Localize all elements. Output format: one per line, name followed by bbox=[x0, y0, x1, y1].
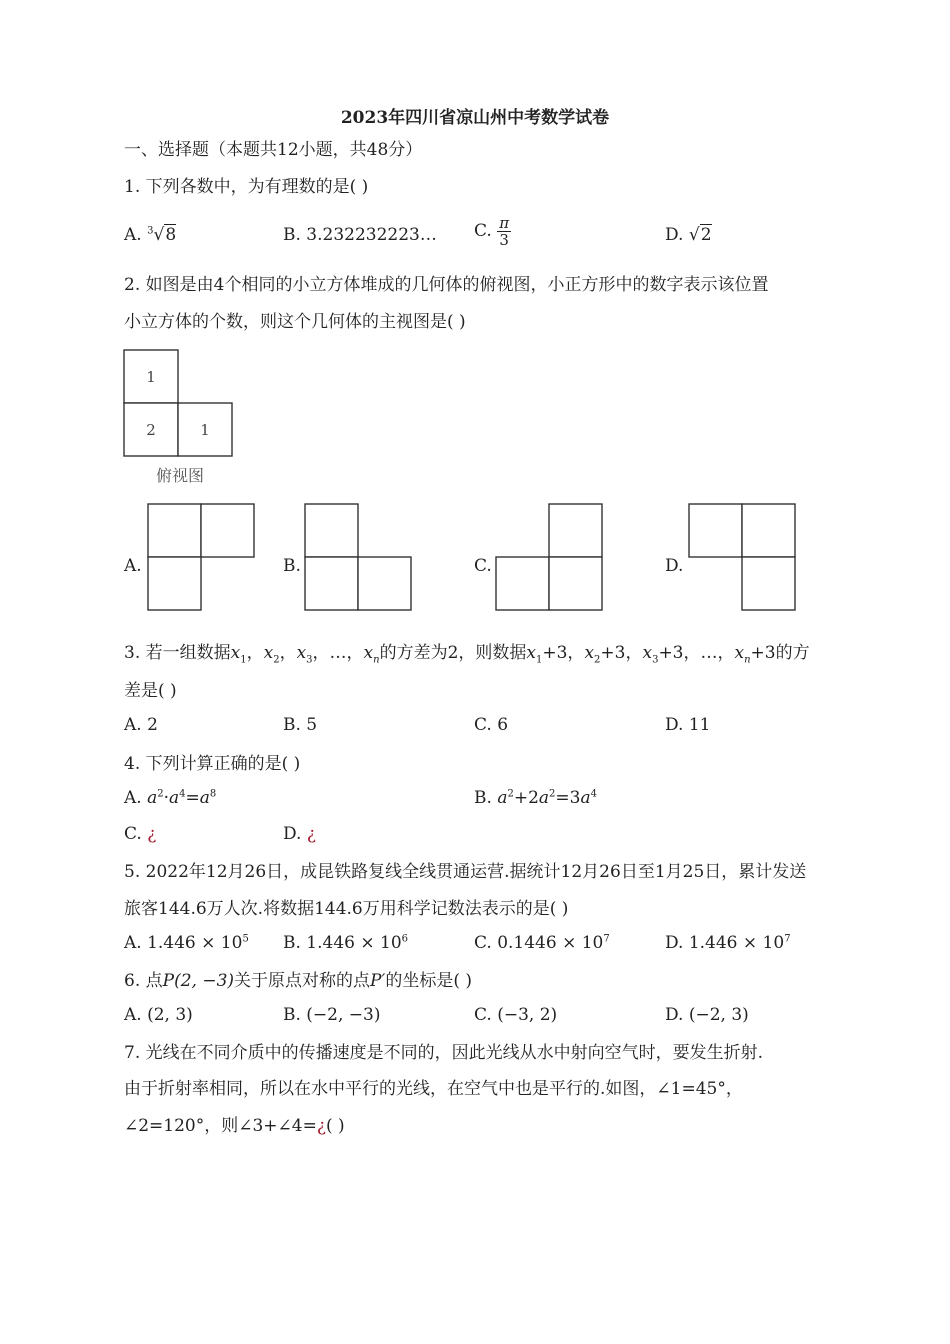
denominator: 3 bbox=[499, 231, 509, 249]
q4-option-c: C. ¿ bbox=[124, 824, 157, 844]
question-7-line-1: 7. 光线在不同介质中的传播速度是不同的，因此光线从水中射向空气时，要发生折射. bbox=[124, 1043, 764, 1063]
question-3-line-1: 3. 若一组数据$x_1$，$x_2$，$x_3$，…，$x_n$的方差为2，则数据$x_1+3$，$x_2+3$，$x_3+3$，…，$x_n+3$的方 bbox=[124, 643, 810, 666]
q5-option-a: A. $1.446 \times 10^5$ bbox=[124, 933, 249, 953]
top-view-count-bottom-left: 2 bbox=[146, 421, 156, 439]
top-view-count-bottom-right: 1 bbox=[200, 421, 210, 439]
q3-option-b: B. 5 bbox=[283, 715, 318, 735]
q4-option-d: D. ¿ bbox=[283, 824, 316, 844]
q6-option-c: C. (−3, 2) bbox=[474, 1005, 558, 1025]
section-heading: 一、选择题（本题共12小题，共48分） bbox=[124, 140, 423, 160]
top-view-caption: 俯视图 bbox=[155, 466, 205, 485]
question-3-line-2: 差是( ) bbox=[124, 681, 177, 701]
q2-option-c-label: C. bbox=[474, 556, 492, 576]
question-2-line-1: 2. 如图是由4个相同的小立方体堆成的几何体的俯视图，小正方形中的数字表示该位置 bbox=[124, 275, 769, 295]
question-6-stem: 6. 点P(2, −3)关于原点对称的点P′的坐标是( ) bbox=[124, 971, 472, 991]
q5-option-b: B. $1.446 \times 10^6$ bbox=[283, 933, 409, 953]
question-2-line-2: 小立方体的个数，则这个几何体的主视图是( ) bbox=[124, 312, 466, 332]
top-view-count-top: 1 bbox=[146, 368, 156, 386]
q6-option-d: D. (−2, 3) bbox=[665, 1005, 749, 1025]
q1-option-a: A. $^3$√8 bbox=[124, 225, 177, 245]
q3-option-c: C. 6 bbox=[474, 715, 509, 735]
q2-option-c-figure bbox=[494, 502, 606, 614]
q2-option-b-figure bbox=[303, 502, 415, 614]
q2-option-a-label: A. bbox=[124, 556, 142, 576]
option-label: D. bbox=[665, 225, 684, 245]
q4-option-b: B. $a^2+2a^2=3a^4$ bbox=[474, 788, 597, 808]
q5-option-d: D. $1.446 \times 10^7$ bbox=[665, 933, 791, 953]
q1-option-b: B. 3.232232223… bbox=[283, 225, 437, 245]
q3-option-a: A. 2 bbox=[124, 715, 158, 735]
q2-option-d-label: D. bbox=[665, 556, 684, 576]
root-index: 3 bbox=[147, 225, 154, 237]
q2-option-b-label: B. bbox=[283, 556, 301, 576]
q4-option-a: A. $a^2\cdot a^4=a^8$ bbox=[124, 788, 217, 808]
radicand: 2 bbox=[700, 225, 712, 245]
q1-option-d: D. √2 bbox=[665, 225, 712, 245]
numerator: π bbox=[499, 214, 510, 232]
q6-option-b: B. (−2, −3) bbox=[283, 1005, 381, 1025]
question-1-stem: 1. 下列各数中，为有理数的是( ) bbox=[124, 177, 369, 197]
q5-option-c: C. $0.1446 \times 10^7$ bbox=[474, 933, 610, 953]
top-view-figure bbox=[120, 345, 240, 490]
option-label: C. bbox=[474, 221, 492, 241]
q1-option-c bbox=[474, 215, 511, 248]
question-4-stem: 4. 下列计算正确的是( ) bbox=[124, 754, 301, 774]
question-7-line-3: ∠2=120°，则∠3+∠4=¿( ) bbox=[124, 1116, 345, 1136]
question-7-line-2: 由于折射率相同，所以在水中平行的光线，在空气中也是平行的.如图，∠1=45°， bbox=[124, 1079, 743, 1099]
question-5-line-1: 5. 2022年12月26日，成昆铁路复线全线贯通运营.据统计12月26日至1月25日，累计发送 bbox=[124, 862, 807, 882]
q2-option-a-figure bbox=[146, 502, 258, 614]
fraction bbox=[497, 215, 511, 248]
q6-option-a: A. (2, 3) bbox=[124, 1005, 193, 1025]
question-5-line-2: 旅客144.6万人次.将数据144.6万用科学记数法表示的是( ) bbox=[124, 899, 569, 919]
q3-option-d: D. 11 bbox=[665, 715, 711, 735]
radicand: 8 bbox=[165, 225, 177, 245]
q2-option-d-figure bbox=[687, 502, 799, 614]
page-title: 2023年四川省凉山州中考数学试卷 bbox=[340, 108, 610, 128]
option-label: A. bbox=[124, 225, 142, 245]
